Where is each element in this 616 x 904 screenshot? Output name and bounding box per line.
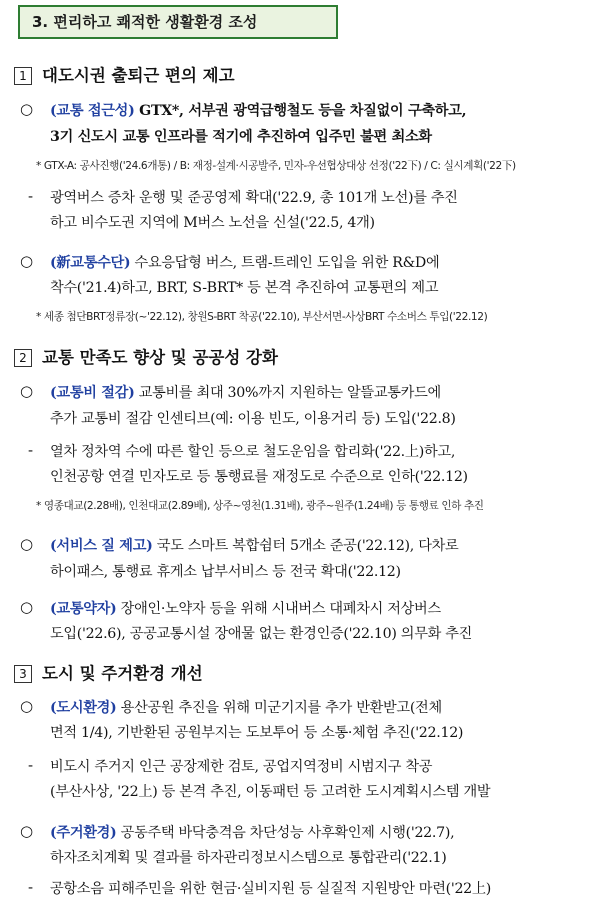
footnote: * 영종대교(2.28배), 인천대교(2.89배), 상주~영천(1.31배), 광주~원주(1.24배) 등 통행료 인하 추진 (36, 500, 484, 512)
item-line: (도시환경) 용산공원 추진을 위해 미군기지를 추가 반환받고(전체 (50, 700, 442, 716)
item-line: (주거환경) 공동주택 바닥충격음 차단성능 사후확인제 시행('22.7), (50, 825, 455, 841)
bullet-icon: ○ (20, 252, 34, 270)
item-line: 착수('21.4)하고, BRT, S-BRT* 등 본격 추진하여 교통편의 제고 (50, 280, 439, 296)
dash-icon: - (28, 878, 34, 896)
item-line: (교통약자) 장애인·노약자 등을 위해 시내버스 대폐차시 저상버스 (50, 601, 441, 617)
item-line: (교통 접근성) GTX*, 서부권 광역급행철도 등을 차질없이 구축하고, (50, 103, 467, 119)
item-line: 열차 정차역 수에 따른 할인 등으로 철도운임을 합리화('22.上)하고, (50, 444, 456, 460)
item-line: 3기 신도시 교통 인프라를 적기에 추진하여 입주민 불편 최소화 (50, 129, 432, 145)
section-heading-3 (14, 660, 203, 684)
bullet-icon: ○ (20, 697, 34, 715)
item-line: (교통비 절감) 교통비를 최대 30%까지 지원하는 알뜰교통카드에 (50, 385, 441, 401)
item-line: 추가 교통비 절감 인센티브(예: 이용 빈도, 이용거리 등) 도입('22.8) (50, 411, 456, 427)
section-title: 교통 만족도 향상 및 공공성 강화 (42, 348, 278, 367)
section-heading-2 (14, 344, 278, 368)
footnote: * GTX-A: 공사진행('24.6개통) / B: 재정-설계·시공발주, 민자-우선협상대상 선정('22下) / C: 실시계획('22下) (36, 160, 516, 172)
item-line: 면적 1/4), 기반환된 공원부지는 도보투어 등 소통·체험 추진('22.12) (50, 725, 464, 741)
item-line: 인천공항 연결 민자도로 등 통행료를 재정도로 수준으로 인하('22.12) (50, 469, 468, 485)
item-line: 공항소음 피해주민을 위한 현금·실비지원 등 실질적 지원방안 마련('22上) (50, 881, 492, 897)
section-number: 3 (14, 665, 32, 683)
dash-icon: - (28, 187, 34, 205)
item-line: (서비스 질 제고) 국도 스마트 복합쉼터 5개소 준공('22.12), 다차로 (50, 538, 459, 554)
bullet-icon: ○ (20, 382, 34, 400)
item-line: 하이패스, 통행료 휴게소 납부서비스 등 전국 확대('22.12) (50, 564, 401, 580)
bullet-icon: ○ (20, 100, 34, 118)
footnote: * 세종 첨단BRT정류장(~'22.12), 창원S-BRT 착공('22.10), 부산서면-사상BRT 수소버스 투입('22.12) (36, 311, 488, 323)
page-title: 3. 편리하고 쾌적한 생활환경 조성 (18, 5, 338, 39)
section-heading-1 (14, 62, 235, 86)
bullet-icon: ○ (20, 535, 34, 553)
dash-icon: - (28, 756, 34, 774)
item-line: (부산사상, '22上) 등 본격 추진, 이동패턴 등 고려한 도시계획시스템 개발 (50, 784, 491, 800)
section-number: 1 (14, 67, 32, 85)
section-title: 대도시권 출퇴근 편의 제고 (42, 66, 235, 85)
item-line: 하자조치계획 및 결과를 하자관리정보시스템으로 통합관리('22.1) (50, 850, 447, 866)
bullet-icon: ○ (20, 822, 34, 840)
item-line: 광역버스 증차 운행 및 준공영제 확대('22.9, 총 101개 노선)를 추진 (50, 190, 458, 206)
item-line: (新교통수단) 수요응답형 버스, 트램-트레인 도입을 위한 R&D에 (50, 255, 440, 271)
section-number: 2 (14, 349, 32, 367)
item-line: 하고 비수도권 지역에 M버스 노선을 신설('22.5, 4개) (50, 215, 375, 231)
dash-icon: - (28, 441, 34, 459)
section-title: 도시 및 주거환경 개선 (42, 664, 203, 683)
item-line: 도입('22.6), 공공교통시설 장애물 없는 환경인증('22.10) 의무화 추진 (50, 626, 473, 642)
item-line: 비도시 주거지 인근 공장제한 검토, 공업지역정비 시범지구 착공 (50, 759, 433, 775)
bullet-icon: ○ (20, 598, 34, 616)
